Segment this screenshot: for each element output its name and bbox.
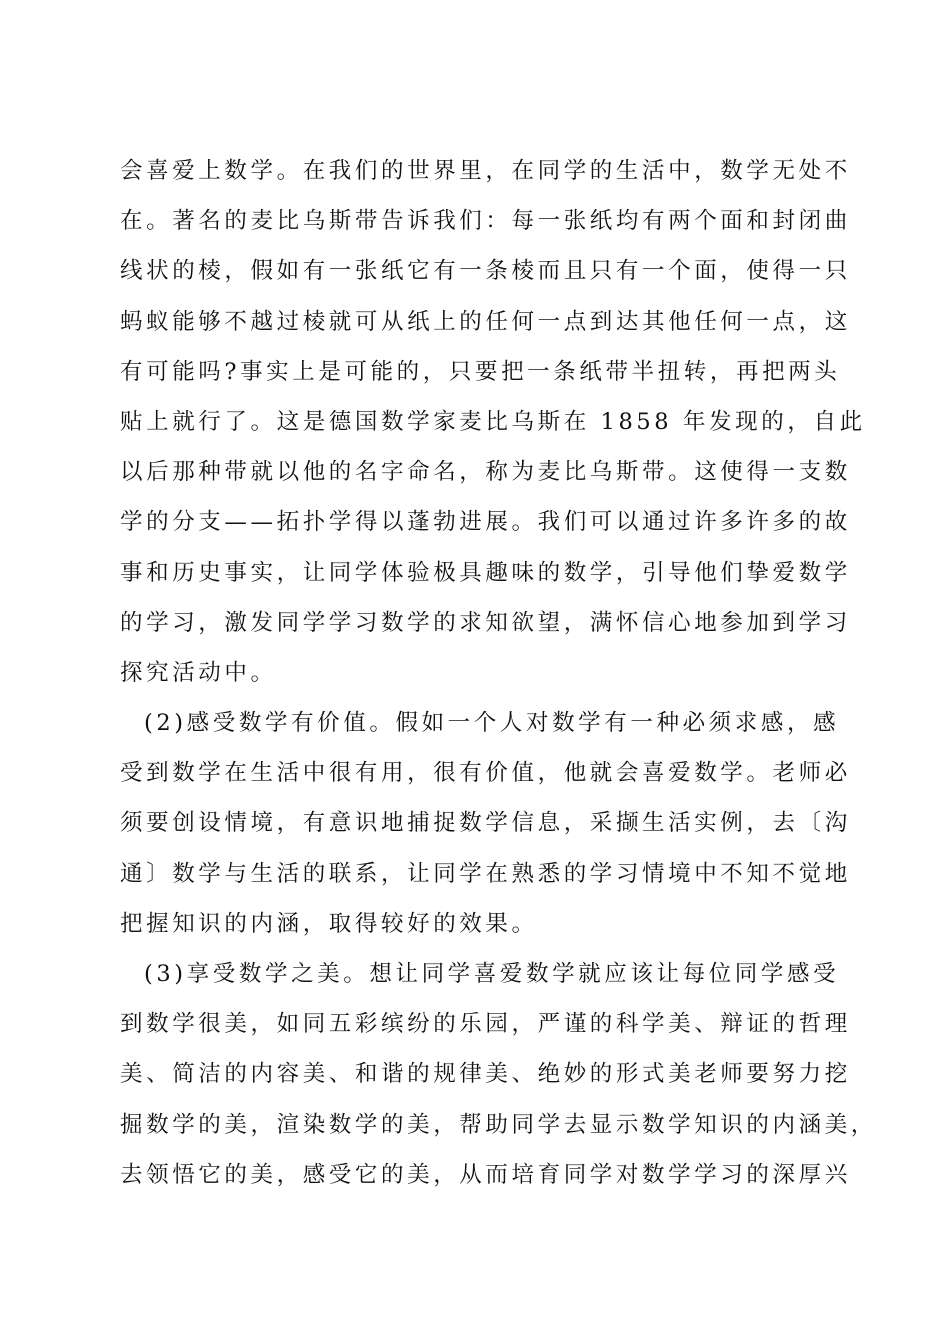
text-line: 受到数学在生活中很有用，很有价值，他就会喜爱数学。老师必 [120, 760, 851, 787]
text-line: 以后那种带就以他的名字命名，称为麦比乌斯带。这使得一支数 [120, 459, 851, 486]
text-line: (3)享受数学之美。想让同学喜爱数学就应该让每位同学感受 [144, 961, 840, 987]
text-line: (2)感受数学有价值。假如一个人对数学有一种必须求感，感 [144, 710, 840, 737]
body-text [120, 146, 877, 1200]
text-line: 美、简洁的内容美、和谐的规律美、绝妙的形式美老师要努力挖 [120, 1061, 851, 1088]
text-line: 贴上就行了。这是德国数学家麦比乌斯在 1858 年发现的，自此 [120, 408, 866, 435]
text-line: 会喜爱上数学。在我们的世界里，在同学的生活中，数学无处不 [120, 158, 851, 184]
text-line: 蚂蚁能够不越过棱就可从纸上的任何一点到达其他任何一点，这 [120, 308, 851, 335]
text-line: 须要创设情境，有意识地捕捉数学信息，采撷生活实例，去〔沟 [120, 810, 851, 837]
text-line: 线状的棱，假如有一张纸它有一条棱而且只有一个面，使得一只 [120, 258, 851, 285]
text-line: 学的分支——拓扑学得以蓬勃进展。我们可以通过许多许多的故 [120, 509, 851, 536]
text-line: 通〕数学与生活的联系，让同学在熟悉的学习情境中不知不觉地 [120, 860, 851, 887]
text-line: 的学习，激发同学学习数学的求知欲望，满怀信心地参加到学习 [120, 609, 851, 636]
text-line: 去领悟它的美，感受它的美，从而培育同学对数学学习的深厚兴 [120, 1161, 851, 1188]
text-line: 探究活动中。 [120, 659, 277, 686]
text-line: 在。著名的麦比乌斯带告诉我们：每一张纸均有两个面和封闭曲 [120, 208, 851, 235]
text-line: 把握知识的内涵，取得较好的效果。 [120, 910, 538, 937]
text-line: 到数学很美，如同五彩缤纷的乐园，严谨的科学美、辩证的哲理 [120, 1011, 851, 1038]
text-line: 有可能吗?事实上是可能的，只要把一条纸带半扭转，再把两头 [120, 358, 841, 385]
text-line: 掘数学的美，渲染数学的美，帮助同学去显示数学知识的内涵美， [120, 1111, 877, 1138]
text-line: 事和历史事实，让同学体验极具趣味的数学，引导他们挚爱数学 [120, 559, 851, 586]
